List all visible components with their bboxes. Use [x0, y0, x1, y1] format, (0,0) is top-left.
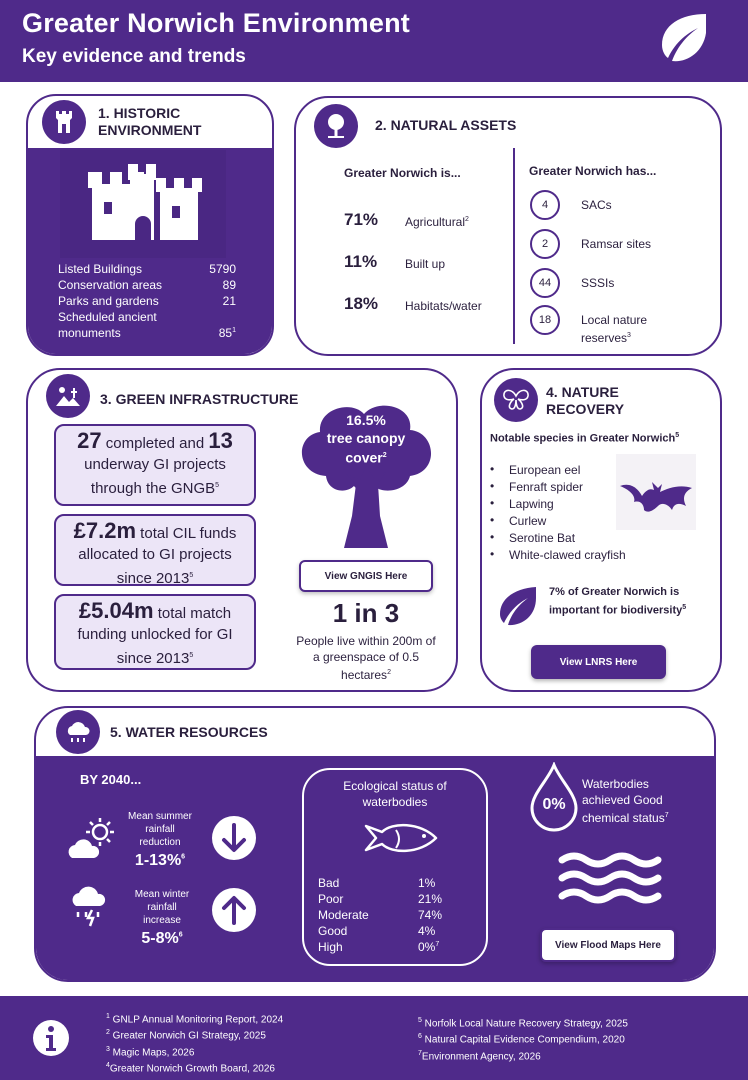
land-cover-percent: 18%	[344, 294, 379, 313]
canopy-text: 16.5% tree canopy cover$^2$	[306, 411, 426, 467]
eco-status-value: 1%	[418, 876, 436, 890]
landscape-icon-badge	[46, 374, 90, 418]
species-bullet: •	[490, 479, 495, 493]
biodiversity-text: 7% of Greater Norwich is important for biodiversity$^5$	[549, 586, 687, 617]
footnote-text: Norfolk Local Nature Recovery Strategy, 2025	[421, 1018, 628, 1030]
eco-status-label: Good	[318, 924, 348, 938]
header-banner	[0, 0, 748, 82]
natural-divider	[513, 148, 515, 344]
footnotes-left	[106, 1010, 283, 1075]
natural-title: 2. NATURAL ASSETS	[375, 117, 517, 133]
info-icon	[31, 1018, 71, 1058]
designation-count-circle: 18	[530, 305, 560, 335]
page-subtitle: Key evidence and trends	[22, 46, 246, 67]
canopy-percent: 16.5%	[346, 412, 386, 428]
footnotes-right	[418, 1014, 628, 1063]
species-item: Fenraft spider	[509, 480, 584, 494]
winter-rainfall-text: Mean winter rainfall increase	[134, 889, 190, 926]
footnote-text: Environment Agency, 2026	[421, 1050, 541, 1062]
land-cover-label: Agricultural$^2$	[405, 215, 469, 229]
rain-cloud-icon	[64, 719, 92, 745]
species-bullet: •	[490, 530, 495, 544]
nature-title: 4. NATURE RECOVERY	[546, 384, 625, 417]
historic-row-label: Scheduled ancient	[58, 310, 157, 324]
storm-cloud-icon	[68, 884, 114, 930]
historic-title: 1. HISTORIC ENVIRONMENT	[98, 105, 202, 138]
eco-status-value: 4%	[418, 924, 436, 938]
designation-label-line: Local nature	[581, 313, 648, 327]
biodiversity-leaf-icon	[496, 584, 540, 628]
designation-label-line: SACs	[581, 198, 612, 212]
footnote-number: 6	[418, 1033, 422, 1041]
tree-icon	[323, 113, 349, 139]
designation-label	[581, 275, 614, 291]
footnote-item	[418, 1047, 628, 1063]
footnote-item	[106, 1059, 283, 1075]
footnote-ref: 1	[232, 327, 236, 334]
footnote-item	[106, 1043, 283, 1059]
historic-row-label: Parks and gardens	[58, 294, 159, 308]
footnote-item	[418, 1030, 628, 1046]
footnote-ref: 2	[465, 216, 469, 223]
species-bullet: •	[490, 462, 495, 476]
eco-status-label: Bad	[318, 876, 340, 890]
footnote-text: GNLP Annual Monitoring Report, 2024	[109, 1014, 284, 1026]
historic-row-value: 5790	[209, 262, 236, 276]
tower-icon-badge	[42, 100, 86, 144]
designation-count-circle: 2	[530, 229, 560, 259]
landscape-icon	[55, 384, 81, 408]
footnote-item	[106, 1026, 283, 1042]
arrow-up-icon	[210, 886, 258, 934]
green-title: 3. GREEN INFRASTRUCTURE	[100, 391, 299, 407]
designation-label	[581, 236, 651, 252]
arrow-down-icon	[210, 814, 258, 862]
designation-label	[581, 312, 647, 346]
footnote-ref: 7	[435, 941, 440, 948]
view-lnrs-button[interactable]: View LNRS Here	[531, 645, 666, 679]
historic-row-label: Conservation areas	[58, 278, 163, 292]
land-cover-label: Built up	[405, 257, 446, 271]
designation-label-line: reserves$^3$	[581, 331, 631, 345]
greenspace-text: People live within 200m of a greenspace of 0.5 hectares$^2$	[296, 634, 436, 682]
species-bullet: •	[490, 496, 495, 510]
chemical-status-percent: 0%	[542, 796, 566, 813]
view-flood-maps-button[interactable]: View Flood Maps Here	[540, 928, 676, 962]
view-gngis-button[interactable]: View GNGIS Here	[299, 560, 433, 592]
species-item: Serotine Bat	[509, 531, 576, 545]
species-item: White-clawed crayfish	[509, 548, 626, 562]
footnote-item	[418, 1014, 628, 1030]
historic-row-value: 89	[222, 278, 236, 292]
footnote-number: 4	[106, 1061, 110, 1069]
designation-label	[581, 197, 612, 213]
butterfly-icon-badge	[494, 378, 538, 422]
historic-row-label: monuments	[58, 326, 121, 340]
castle-panel	[60, 150, 226, 258]
chemical-status-text: Waterbodies achieved Good chemical status$^7$	[582, 777, 669, 825]
fish-icon	[362, 818, 442, 858]
footnote-number: 5	[418, 1017, 422, 1024]
designation-label-line: SSSIs	[581, 276, 615, 290]
eco-status-value: 74%	[418, 908, 443, 922]
eco-status-value: 21%	[418, 892, 443, 906]
footnote-number: 2	[106, 1029, 110, 1037]
leaf-icon	[656, 11, 710, 65]
footnote-item	[106, 1010, 283, 1026]
historic-row-value: 21	[222, 294, 236, 308]
tree-icon-badge	[314, 104, 358, 148]
species-bullet: •	[490, 547, 495, 561]
footnote-text: Natural Capital Evidence Compendium, 2020	[421, 1034, 625, 1046]
designation-label-line: Ramsar sites	[581, 237, 652, 251]
species-item: Lapwing	[509, 497, 554, 511]
waves-icon	[556, 850, 666, 906]
bat-icon	[616, 454, 696, 530]
footnote-number: 1	[106, 1013, 110, 1020]
designation-count-circle: 44	[530, 268, 560, 298]
tower-icon	[53, 109, 75, 135]
bat-panel	[616, 454, 696, 530]
footnote-number: 7	[418, 1049, 422, 1057]
winter-rainfall-value: 5-8%$^6$	[141, 930, 183, 947]
footnote-text: Greater Norwich Growth Board, 2026	[109, 1063, 275, 1075]
eco-status-label: Moderate	[318, 908, 369, 922]
footnote-number: 3	[106, 1045, 110, 1053]
species-item: Curlew	[509, 514, 547, 528]
water-title: 5. WATER RESOURCES	[110, 724, 268, 740]
greenspace-ratio: 1 in 3	[332, 598, 400, 628]
historic-row-value: $85^1$	[218, 326, 236, 340]
footer	[0, 996, 748, 1080]
species-item: European eel	[509, 463, 581, 477]
page-title: Greater Norwich Environment	[22, 8, 410, 38]
summer-rainfall-text: Mean summer rainfall reduction	[128, 811, 192, 848]
eco-status-label: High	[318, 940, 343, 954]
rain-cloud-icon-badge	[56, 710, 100, 754]
land-cover-label: Habitats/water	[405, 299, 482, 313]
natural-right-heading: Greater Norwich has...	[529, 164, 657, 178]
footnote-text: Greater Norwich GI Strategy, 2025	[109, 1030, 266, 1042]
footnote-text: Magic Maps, 2026	[109, 1046, 195, 1058]
gi-projects-box: 27 completed and 13 underway GI projects through the GNGB$^5$	[54, 424, 256, 506]
natural-left-heading: Greater Norwich is...	[344, 166, 461, 180]
land-cover-percent: 71%	[344, 210, 379, 229]
designation-count-circle: 4	[530, 190, 560, 220]
eco-status-value: 0%$^7$	[418, 940, 440, 954]
historic-row-label: Listed Buildings	[58, 262, 143, 276]
butterfly-icon	[502, 388, 530, 412]
eco-status-label: Poor	[318, 892, 344, 906]
by-2040-label: BY 2040...	[80, 772, 142, 787]
sun-cloud-icon	[66, 812, 118, 864]
summer-rainfall-value: 1-13%$^6$	[134, 852, 186, 869]
land-cover-percent: 11%	[344, 252, 378, 271]
ecological-status-heading: Ecological status of waterbodies	[343, 779, 447, 809]
species-bullet: •	[490, 513, 495, 527]
species-heading: Notable species in Greater Norwich$^5$	[490, 432, 680, 445]
footnote-ref: 3	[627, 332, 631, 339]
match-funding-box: £5.04m total match funding unlocked for GI since 2013$^5$	[54, 594, 256, 670]
castle-icon	[60, 150, 226, 258]
cil-funds-box: £7.2m total CIL funds allocated to GI projects since 2013$^5$	[54, 514, 256, 586]
